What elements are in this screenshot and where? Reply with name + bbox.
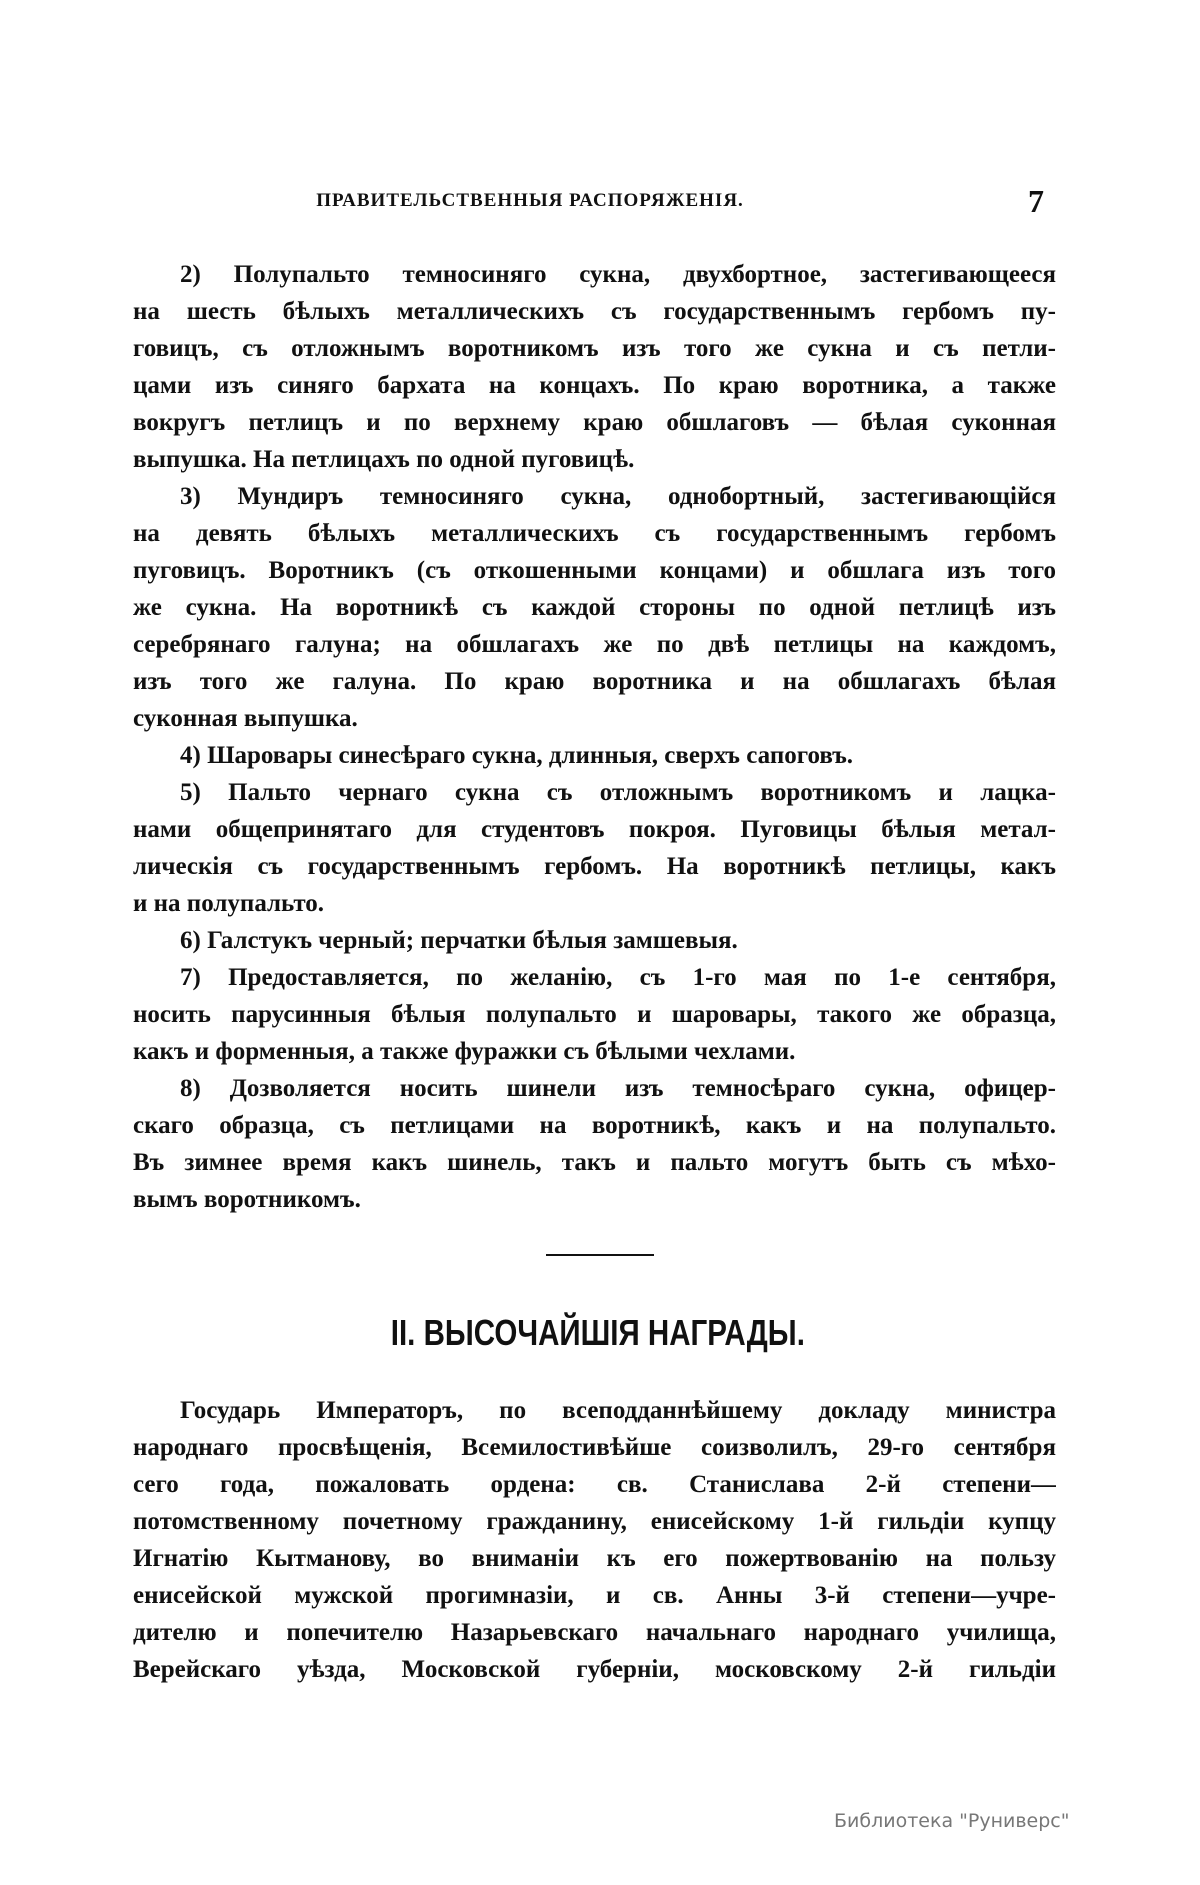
running-title: ПРАВИТЕЛЬСТВЕННЫЯ РАСПОРЯЖЕНІЯ. (316, 190, 744, 211)
text-line: и на полупальто. (133, 890, 325, 917)
text-line: 5) Пальто чернаго сукна съ отложнымъ воротникомъ и лацка- (180, 779, 1056, 806)
text-line: серебрянаго галуна; на обшлагахъ же по двѣ петлицы на каждомъ, (133, 631, 1056, 658)
text-line: 7) Предоставляется, по желанію, съ 1-го мая по 1-е сентября, (180, 964, 1056, 991)
text-line: сего года, пожаловать ордена: св. Станислава 2-й степени— (133, 1471, 1056, 1498)
text-line: скаго образца, съ петлицами на воротникѣ, какъ и на полупальто. (133, 1112, 1056, 1139)
text-line: пуговицъ. Воротникъ (съ откошенными концами) и обшлага изъ того (133, 557, 1056, 584)
text-line: говицъ, съ отложнымъ воротникомъ изъ того же сукна и съ петли- (133, 335, 1056, 362)
text-line: на шесть бѣлыхъ металлическихъ съ государственнымъ гербомъ пу- (133, 298, 1056, 325)
text-line: потомственному почетному гражданину, енисейскому 1-й гильдіи купцу (133, 1508, 1056, 1535)
text-line: 6) Галстукъ черный; перчатки бѣлыя замшевыя. (180, 927, 738, 954)
text-line: носить парусинныя бѣлыя полупальто и шаровары, такого же образца, (133, 1001, 1056, 1028)
paragraph (133, 1070, 1056, 1218)
paragraph (133, 1392, 1056, 1688)
text-line: же сукна. На воротникѣ съ каждой стороны по одной петлицѣ изъ (133, 594, 1056, 621)
text-line: нами общепринятаго для студентовъ покроя. Пуговицы бѣлыя метал- (133, 816, 1056, 843)
text-line: выпушка. На петлицахъ по одной пуговицѣ. (133, 446, 635, 473)
library-watermark: Библиотека "Руниверс" (834, 1810, 1070, 1832)
text-line: 2) Полупальто темносиняго сукна, двухбортное, застегивающееся (180, 261, 1056, 288)
text-line: какъ и форменныя, а также фуражки съ бѣлыми чехлами. (133, 1038, 796, 1065)
text-line: вокругъ петлицъ и по верхнему краю обшлаговъ — бѣлая суконная (133, 409, 1056, 436)
uniform-regulations-text (133, 256, 1056, 1218)
text-line: 3) Мундиръ темносиняго сукна, однобортный, застегивающійся (180, 483, 1056, 510)
paragraph (133, 959, 1056, 1070)
text-line: Верейскаго уѣзда, Московской губерніи, московскому 2-й гильдіи (133, 1656, 1056, 1683)
text-line: Игнатію Кытманову, во вниманіи къ его пожертвованію на пользу (133, 1545, 1056, 1572)
text-line: 4) Шаровары синесѣраго сукна, длинныя, сверхъ сапоговъ. (180, 742, 854, 769)
paragraph (133, 737, 1056, 774)
text-line: енисейской мужской прогимназіи, и св. Анны 3-й степени—учре- (133, 1582, 1056, 1609)
paragraph (133, 256, 1056, 478)
text-line: вымъ воротникомъ. (133, 1186, 361, 1213)
text-line: лическія съ государственнымъ гербомъ. На воротникѣ петлицы, какъ (133, 853, 1056, 880)
section-heading: II. ВЫСОЧАЙШІЯ НАГРАДЫ. (390, 1312, 805, 1353)
text-line: цами изъ синяго бархата на концахъ. По краю воротника, а также (133, 372, 1056, 399)
text-line: изъ того же галуна. По краю воротника и на обшлагахъ бѣлая (133, 668, 1056, 695)
text-line: народнаго просвѣщенія, Всемилостивѣйше соизволилъ, 29-го сентября (133, 1434, 1056, 1461)
paragraph (133, 922, 1056, 959)
paragraph (133, 774, 1056, 922)
text-line: суконная выпушка. (133, 705, 358, 732)
paragraph (133, 478, 1056, 737)
section-divider (546, 1254, 654, 1256)
text-line: Въ зимнее время какъ шинель, такъ и пальто могутъ быть съ мѣхо- (133, 1149, 1056, 1176)
awards-text (133, 1392, 1056, 1688)
text-line: Государь Императоръ, по всеподданнѣйшему докладу министра (180, 1397, 1056, 1424)
text-line: 8) Дозволяется носить шинели изъ темносѣраго сукна, офицер- (180, 1075, 1056, 1102)
text-line: дителю и попечителю Назарьевскаго начальнаго народнаго училища, (133, 1619, 1056, 1646)
page-number: 7 (1028, 183, 1044, 219)
text-line: на девять бѣлыхъ металлическихъ съ государственнымъ гербомъ (133, 520, 1056, 547)
